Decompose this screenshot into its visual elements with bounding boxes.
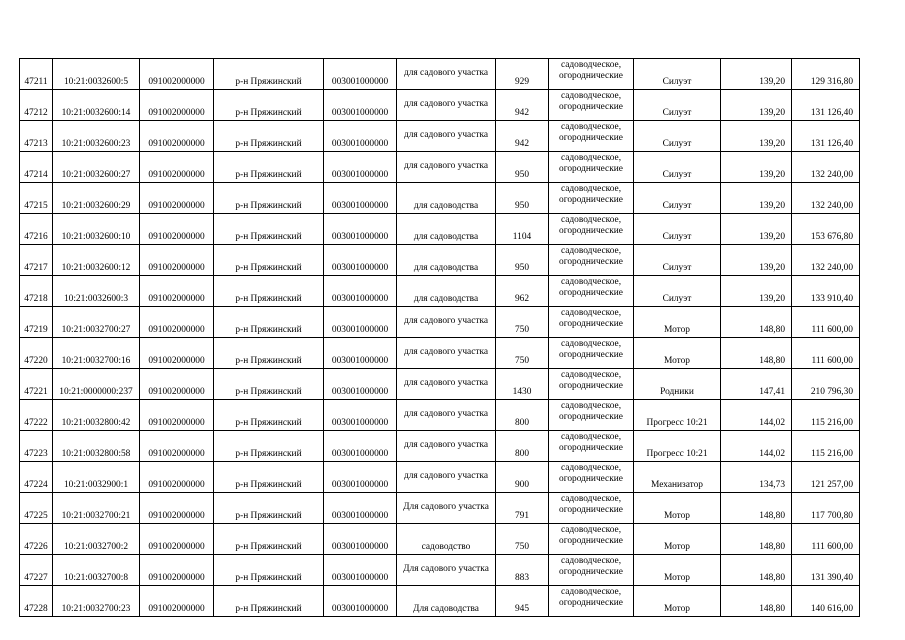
cadastral-number-cell: 10:21:0032700:8 [53,555,140,586]
area-cell: 750 [496,307,549,338]
specific-value-cell: 139,20 [721,276,792,307]
okato-code-cell: 091002000000 [140,431,214,462]
okato-code-cell: 091002000000 [140,400,214,431]
okato-code-cell: 091002000000 [140,369,214,400]
region-cell: р-н Пряжинский [214,524,324,555]
region-cell: р-н Пряжинский [214,121,324,152]
land-category-line: садоводческое, [560,525,622,535]
row-number-cell: 47225 [20,493,53,524]
okato-code-cell: 091002000000 [140,555,214,586]
land-category-line: садоводческое, [560,432,622,442]
row-number-cell: 47226 [20,524,53,555]
cadastral-number-cell: 10:21:0032600:3 [53,276,140,307]
table-row [20,276,860,307]
category-code-cell: 003001000000 [324,586,397,617]
category-code-cell: 003001000000 [324,462,397,493]
locality-cell: Силуэт [634,183,721,214]
okato-code-cell: 091002000000 [140,245,214,276]
specific-value-cell: 139,20 [721,214,792,245]
land-category-cell [549,59,634,90]
locality-cell: Мотор [634,307,721,338]
cadastral-number-cell: 10:21:0032700:21 [53,493,140,524]
region-cell: р-н Пряжинский [214,431,324,462]
specific-value-cell: 148,80 [721,493,792,524]
land-cadastral-table [19,58,860,617]
region-cell: р-н Пряжинский [214,307,324,338]
land-category-line: огороднические [559,504,623,515]
cadastral-number-cell: 10:21:0032800:58 [53,431,140,462]
cadastral-value-cell: 111 600,00 [792,307,860,338]
locality-cell: Силуэт [634,245,721,276]
permitted-use-cell: Для садового участка [397,555,496,586]
table-row [20,307,860,338]
table-row [20,214,860,245]
cadastral-value-cell: 140 616,00 [792,586,860,617]
row-number-cell: 47221 [20,369,53,400]
specific-value-cell: 148,80 [721,586,792,617]
land-category-cell [549,307,634,338]
land-category-cell [549,555,634,586]
cadastral-value-cell: 131 126,40 [792,90,860,121]
locality-cell: Силуэт [634,90,721,121]
region-cell: р-н Пряжинский [214,369,324,400]
permitted-use-cell: для садоводства [397,183,496,214]
permitted-use-cell: Для садового участка [397,493,496,524]
cadastral-number-cell: 10:21:0032600:27 [53,152,140,183]
land-category-line: огороднические [559,411,623,422]
table-row [20,524,860,555]
specific-value-cell: 148,80 [721,307,792,338]
area-cell: 942 [496,90,549,121]
okato-code-cell: 091002000000 [140,90,214,121]
region-cell: р-н Пряжинский [214,493,324,524]
cadastral-number-cell: 10:21:0032600:23 [53,121,140,152]
permitted-use-cell: для садового участка [397,59,496,90]
area-cell: 800 [496,431,549,462]
area-cell: 1430 [496,369,549,400]
category-code-cell: 003001000000 [324,307,397,338]
land-category-cell [549,493,634,524]
row-number-cell: 47213 [20,121,53,152]
land-category-line: садоводческое, [560,153,622,163]
specific-value-cell: 139,20 [721,90,792,121]
cadastral-number-cell: 10:21:0032700:23 [53,586,140,617]
land-category-line: огороднические [559,380,623,391]
specific-value-cell: 147,41 [721,369,792,400]
category-code-cell: 003001000000 [324,59,397,90]
cadastral-value-cell: 115 216,00 [792,400,860,431]
specific-value-cell: 148,80 [721,555,792,586]
permitted-use-cell: Для садоводства [397,586,496,617]
cadastral-number-cell: 10:21:0032700:16 [53,338,140,369]
permitted-use-cell: для садоводства [397,245,496,276]
category-code-cell: 003001000000 [324,214,397,245]
cadastral-number-cell: 10:21:0032600:14 [53,90,140,121]
okato-code-cell: 091002000000 [140,183,214,214]
category-code-cell: 003001000000 [324,152,397,183]
table-row [20,586,860,617]
cadastral-value-cell: 132 240,00 [792,245,860,276]
cadastral-value-cell: 131 126,40 [792,121,860,152]
row-number-cell: 47211 [20,59,53,90]
land-category-line: огороднические [559,473,623,484]
cadastral-number-cell: 10:21:0032800:42 [53,400,140,431]
region-cell: р-н Пряжинский [214,586,324,617]
cadastral-value-cell: 133 910,40 [792,276,860,307]
cadastral-value-cell: 129 316,80 [792,59,860,90]
locality-cell: Прогресс 10:21 [634,431,721,462]
locality-cell: Силуэт [634,59,721,90]
locality-cell: Мотор [634,524,721,555]
locality-cell: Механизатор [634,462,721,493]
okato-code-cell: 091002000000 [140,276,214,307]
cadastral-value-cell: 111 600,00 [792,524,860,555]
table-row [20,121,860,152]
okato-code-cell: 091002000000 [140,307,214,338]
category-code-cell: 003001000000 [324,183,397,214]
row-number-cell: 47222 [20,400,53,431]
land-category-cell [549,214,634,245]
row-number-cell: 47223 [20,431,53,462]
locality-cell: Родники [634,369,721,400]
cadastral-number-cell: 10:21:0032600:5 [53,59,140,90]
area-cell: 945 [496,586,549,617]
cadastral-value-cell: 210 796,30 [792,369,860,400]
okato-code-cell: 091002000000 [140,462,214,493]
land-category-cell [549,400,634,431]
region-cell: р-н Пряжинский [214,245,324,276]
table-row [20,400,860,431]
cadastral-value-cell: 115 216,00 [792,431,860,462]
region-cell: р-н Пряжинский [214,338,324,369]
category-code-cell: 003001000000 [324,245,397,276]
locality-cell: Силуэт [634,214,721,245]
cadastral-number-cell: 10:21:0032700:27 [53,307,140,338]
land-category-line: огороднические [559,256,623,267]
area-cell: 950 [496,183,549,214]
cadastral-value-cell: 117 700,80 [792,493,860,524]
category-code-cell: 003001000000 [324,431,397,462]
table-row [20,152,860,183]
permitted-use-cell: садоводство [397,524,496,555]
locality-cell: Мотор [634,586,721,617]
area-cell: 942 [496,121,549,152]
land-category-line: садоводческое, [560,556,622,566]
locality-cell: Силуэт [634,152,721,183]
locality-cell: Мотор [634,493,721,524]
category-code-cell: 003001000000 [324,121,397,152]
row-number-cell: 47212 [20,90,53,121]
cadastral-number-cell: 10:21:0032600:10 [53,214,140,245]
category-code-cell: 003001000000 [324,338,397,369]
row-number-cell: 47228 [20,586,53,617]
category-code-cell: 003001000000 [324,90,397,121]
area-cell: 883 [496,555,549,586]
land-category-line: огороднические [559,597,623,608]
okato-code-cell: 091002000000 [140,121,214,152]
row-number-cell: 47227 [20,555,53,586]
table-row [20,493,860,524]
cadastral-number-cell: 10:21:0032600:29 [53,183,140,214]
area-cell: 750 [496,524,549,555]
row-number-cell: 47220 [20,338,53,369]
land-category-cell [549,524,634,555]
land-category-line: садоводческое, [560,246,622,256]
category-code-cell: 003001000000 [324,400,397,431]
land-category-line: садоводческое, [560,91,622,101]
land-category-cell [549,183,634,214]
land-category-line: огороднические [559,349,623,360]
row-number-cell: 47217 [20,245,53,276]
locality-cell: Силуэт [634,121,721,152]
table-row [20,90,860,121]
cadastral-number-cell: 10:21:0000000:237 [53,369,140,400]
specific-value-cell: 134,73 [721,462,792,493]
permitted-use-cell: для садового участка [397,369,496,400]
row-number-cell: 47214 [20,152,53,183]
land-category-line: огороднические [559,132,623,143]
land-category-line: огороднические [559,194,623,205]
cadastral-value-cell: 132 240,00 [792,152,860,183]
table-row [20,338,860,369]
category-code-cell: 003001000000 [324,524,397,555]
land-category-cell [549,276,634,307]
permitted-use-cell: для садового участка [397,462,496,493]
land-category-line: огороднические [559,163,623,174]
table-row [20,462,860,493]
row-number-cell: 47219 [20,307,53,338]
specific-value-cell: 144,02 [721,431,792,462]
land-category-cell [549,431,634,462]
area-cell: 750 [496,338,549,369]
land-category-line: огороднические [559,318,623,329]
permitted-use-cell: для садоводства [397,276,496,307]
land-category-line: садоводческое, [560,401,622,411]
region-cell: р-н Пряжинский [214,400,324,431]
land-category-cell [549,338,634,369]
land-category-line: садоводческое, [560,587,622,597]
area-cell: 1104 [496,214,549,245]
specific-value-cell: 148,80 [721,524,792,555]
row-number-cell: 47216 [20,214,53,245]
okato-code-cell: 091002000000 [140,493,214,524]
cadastral-value-cell: 153 676,80 [792,214,860,245]
specific-value-cell: 148,80 [721,338,792,369]
permitted-use-cell: для садового участка [397,431,496,462]
category-code-cell: 003001000000 [324,555,397,586]
region-cell: р-н Пряжинский [214,555,324,586]
permitted-use-cell: для садового участка [397,152,496,183]
area-cell: 929 [496,59,549,90]
area-cell: 962 [496,276,549,307]
land-category-line: садоводческое, [560,463,622,473]
land-category-line: огороднические [559,535,623,546]
cadastral-number-cell: 10:21:0032700:2 [53,524,140,555]
table-row [20,245,860,276]
row-number-cell: 47224 [20,462,53,493]
row-number-cell: 47215 [20,183,53,214]
table-row [20,431,860,462]
locality-cell: Силуэт [634,276,721,307]
specific-value-cell: 139,20 [721,59,792,90]
okato-code-cell: 091002000000 [140,338,214,369]
area-cell: 791 [496,493,549,524]
okato-code-cell: 091002000000 [140,59,214,90]
land-category-cell [549,369,634,400]
okato-code-cell: 091002000000 [140,152,214,183]
locality-cell: Мотор [634,555,721,586]
land-category-line: садоводческое, [560,277,622,287]
permitted-use-cell: для садового участка [397,121,496,152]
category-code-cell: 003001000000 [324,276,397,307]
area-cell: 900 [496,462,549,493]
region-cell: р-н Пряжинский [214,276,324,307]
area-cell: 950 [496,245,549,276]
region-cell: р-н Пряжинский [214,214,324,245]
row-number-cell: 47218 [20,276,53,307]
cadastral-number-cell: 10:21:0032600:12 [53,245,140,276]
land-category-line: огороднические [559,225,623,236]
land-category-line: садоводческое, [560,339,622,349]
cadastral-value-cell: 121 257,00 [792,462,860,493]
table-body [20,59,860,617]
specific-value-cell: 139,20 [721,152,792,183]
region-cell: р-н Пряжинский [214,90,324,121]
land-category-cell [549,462,634,493]
locality-cell: Мотор [634,338,721,369]
land-category-line: садоводческое, [560,184,622,194]
locality-cell: Прогресс 10:21 [634,400,721,431]
land-category-line: садоводческое, [560,122,622,132]
cadastral-value-cell: 132 240,00 [792,183,860,214]
category-code-cell: 003001000000 [324,493,397,524]
permitted-use-cell: для садового участка [397,400,496,431]
permitted-use-cell: для садового участка [397,90,496,121]
permitted-use-cell: для садоводства [397,214,496,245]
table-row [20,183,860,214]
land-category-cell [549,90,634,121]
land-category-line: садоводческое, [560,494,622,504]
okato-code-cell: 091002000000 [140,586,214,617]
land-category-line: садоводческое, [560,60,622,70]
okato-code-cell: 091002000000 [140,524,214,555]
cadastral-value-cell: 111 600,00 [792,338,860,369]
category-code-cell: 003001000000 [324,369,397,400]
land-category-line: садоводческое, [560,370,622,380]
table-row [20,59,860,90]
land-category-line: огороднические [559,566,623,577]
permitted-use-cell: для садового участка [397,338,496,369]
okato-code-cell: 091002000000 [140,214,214,245]
land-category-line: садоводческое, [560,215,622,225]
region-cell: р-н Пряжинский [214,59,324,90]
land-category-line: огороднические [559,442,623,453]
land-category-cell [549,245,634,276]
land-category-line: огороднические [559,287,623,298]
cadastral-number-cell: 10:21:0032900:1 [53,462,140,493]
region-cell: р-н Пряжинский [214,462,324,493]
area-cell: 800 [496,400,549,431]
specific-value-cell: 144,02 [721,400,792,431]
region-cell: р-н Пряжинский [214,152,324,183]
specific-value-cell: 139,20 [721,183,792,214]
land-category-cell [549,586,634,617]
land-category-line: огороднические [559,70,623,81]
specific-value-cell: 139,20 [721,245,792,276]
table-row [20,369,860,400]
land-category-cell [549,152,634,183]
area-cell: 950 [496,152,549,183]
cadastral-value-cell: 131 390,40 [792,555,860,586]
permitted-use-cell: для садового участка [397,307,496,338]
land-category-line: садоводческое, [560,308,622,318]
land-category-line: огороднические [559,101,623,112]
land-category-cell [549,121,634,152]
region-cell: р-н Пряжинский [214,183,324,214]
specific-value-cell: 139,20 [721,121,792,152]
table-row [20,555,860,586]
